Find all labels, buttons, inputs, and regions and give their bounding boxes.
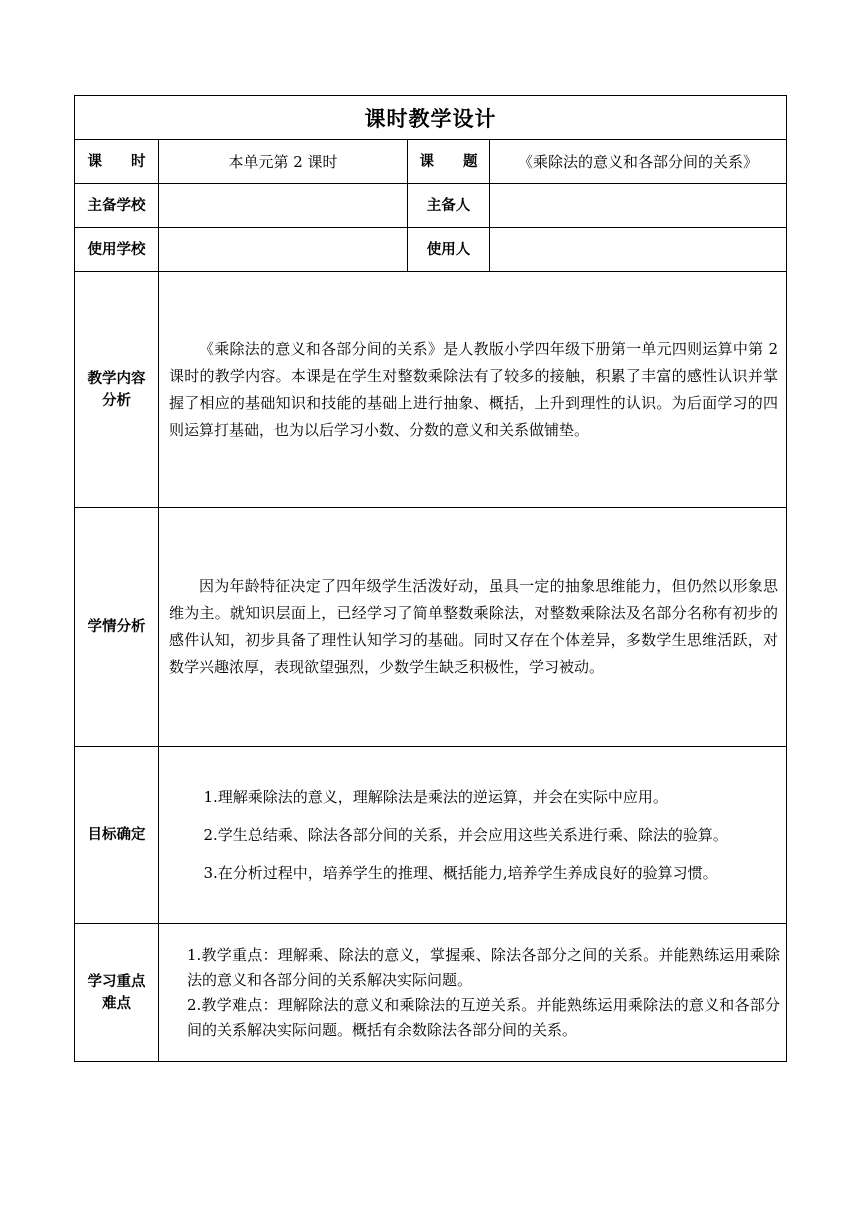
content-analysis-label	[75, 272, 159, 508]
student-analysis-cell	[159, 508, 787, 747]
user-school-value	[159, 228, 408, 272]
student-analysis-label: 学情分析	[75, 508, 159, 747]
key-point-item-2: 2.教学难点：理解除法的意义和乘除法的互逆关系。并能熟练运用乘除法的意义和各部分间的关系解决实际问题。概括有余数除法各部分间的关系。	[187, 995, 780, 1039]
content-analysis-text: 《乘除法的意义和各部分间的关系》是人教版小学四年级下册第一单元四则运算中第 2 课时的教学内容。本课是在学生对整数乘除法有了较多的接触，积累了丰富的感性认识并掌握了相应的基础知识和技能的基础上进行抽象、概括，上升到理性的认识。为后面学习的四则运算打基础，也为以后学习小数、分数的意义和关系做铺垫。	[169, 339, 778, 439]
user-value	[490, 228, 787, 272]
school-value	[159, 184, 408, 228]
lesson-design-table	[74, 95, 787, 1062]
lesson-label: 课 时	[75, 140, 159, 184]
student-analysis-text: 因为年龄特征决定了四年级学生活泼好动，虽具一定的抽象思维能力，但仍然以形象思维为主。就知识层面上，已经学习了简单整数乘除法，对整数乘除法及名部分名称有初步的感件认知，初步具备了理性认知学习的基础。同时又存在个体差异，多数学生思维活跃，对数学兴趣浓厚，表现欲望强烈，少数学生缺乏积极性，学习被动。	[169, 577, 778, 676]
content-analysis-cell	[159, 272, 787, 508]
topic-value: 《乘除法的意义和各部分间的关系》	[490, 140, 787, 184]
school-label: 主备学校	[75, 184, 159, 228]
key-points-label-text: 学习重点难点	[87, 973, 146, 1012]
lesson-value: 本单元第 2 课时	[159, 140, 408, 184]
content-analysis-label-text: 教学内容分析	[87, 370, 146, 409]
key-point-item-1: 1.教学重点：理解乘、除法的意义，掌握乘、除法各部分之间的关系。并能熟练运用乘除法的意义和各部分间的关系解决实际问题。	[187, 945, 780, 989]
key-points-cell	[159, 924, 787, 1062]
topic-label: 课 题	[408, 140, 490, 184]
user-label: 使用人	[408, 228, 490, 272]
objectives-label: 目标确定	[75, 747, 159, 924]
objectives-cell	[159, 747, 787, 924]
objective-item-3: 3.在分析过程中，培养学生的推理、概括能力,培养学生养成良好的验算习惯。	[203, 863, 718, 882]
key-points-label	[75, 924, 159, 1062]
user-school-label: 使用学校	[75, 228, 159, 272]
preparer-value	[490, 184, 787, 228]
objective-item-1: 1.理解乘除法的意义，理解除法是乘法的逆运算，并会在实际中应用。	[203, 787, 668, 806]
preparer-label: 主备人	[408, 184, 490, 228]
document-title: 课时教学设计	[75, 96, 787, 140]
objective-item-2: 2.学生总结乘、除法各部分间的关系，并会应用这些关系进行乘、除法的验算。	[203, 825, 728, 844]
